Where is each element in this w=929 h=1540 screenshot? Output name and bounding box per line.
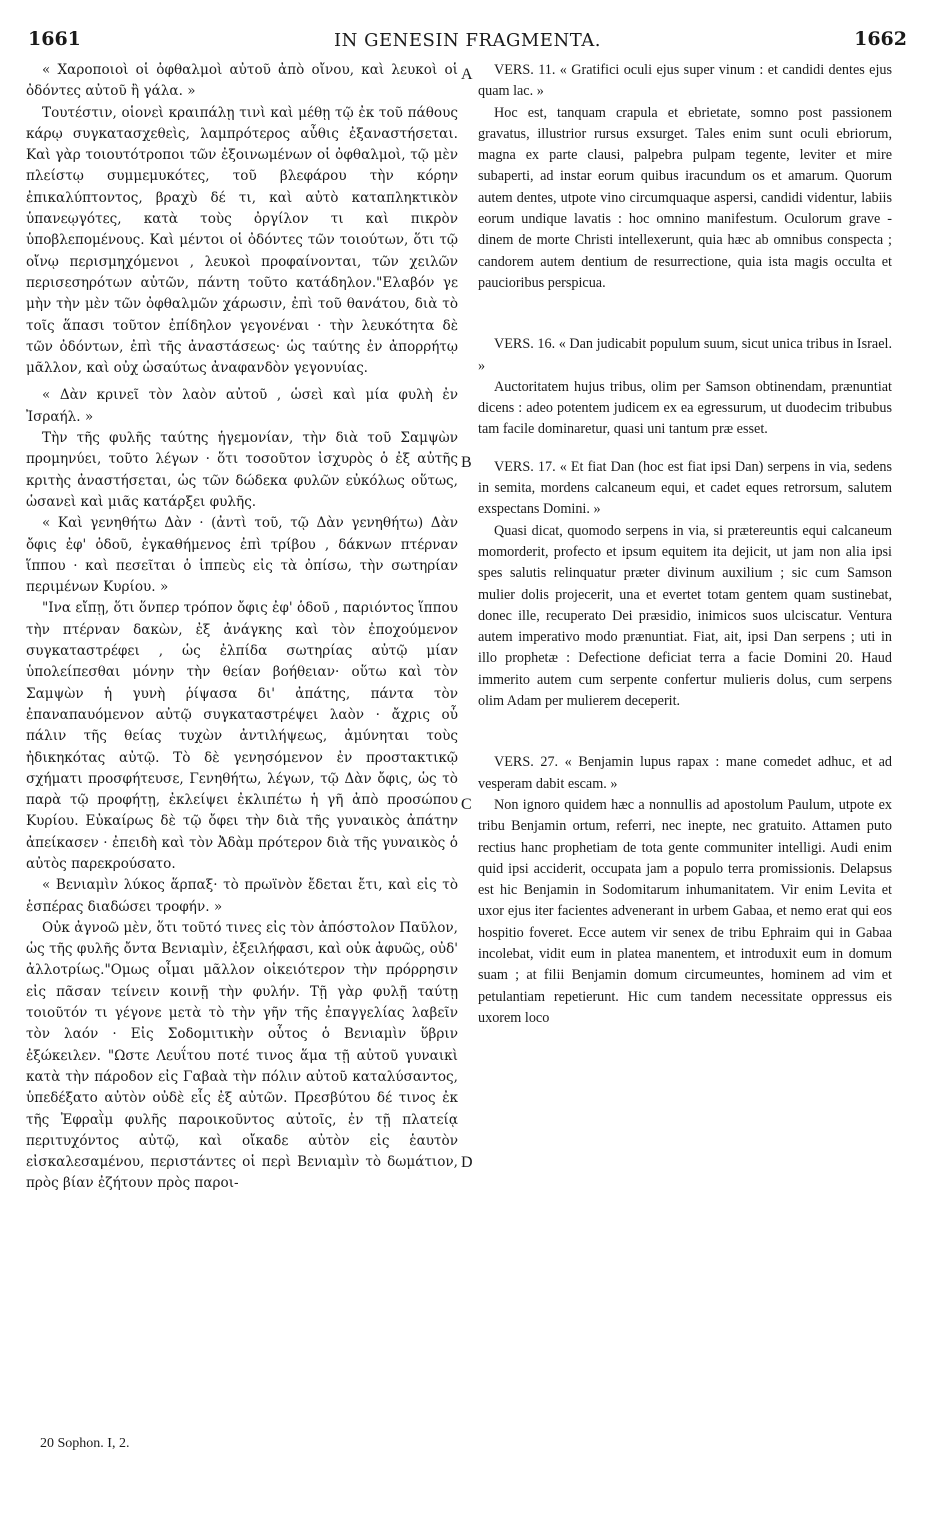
latin-commentary-27: Non ignoro quidem hæc a nonnullis ad apostolum Paulum, utpote ex tribu Benjamin ortum, referri, nec inepte, nec gratuito. Attamen puto rectius hanc prophetiam de tota gente communiter intelligi. Audi enim quid ipsi acciderit, occupata jam a populo terra promissionis. Delapsus est hic Benjamin in Sodomitarum inhumanitatem. Vir enim Levita et uxor ejus iter facientes advenerant in urbem Gabaa, et nemo erat qui eos hospitio foveret. Ecce autem vir senex de tribu Ephraim qui in Gabaa incolebat, vidit eum in platea manentem, et introduxit eum in domum suam ; at filii Benjamin domum circumeuntes, hominem ad vim et petulantiam repetierunt. Hic cum tandem necessitate oppressus eis uxorem loco	[478, 796, 892, 1026]
greek-verse-11: « Χαροποιοὶ οἱ ὀφθαλμοὶ αὐτοῦ ἀπὸ οἴνου, καὶ λευκοὶ οἱ ὀδόντες αὐτοῦ ἢ γάλα. »	[26, 62, 458, 100]
section-marker-d: D	[461, 1154, 473, 1171]
latin-verse-17: VERS. 17. « Et fiat Dan (hoc est fiat ipsi Dan) serpens in via, sedens in semita, mordens calcaneum equi, et cadet eques retrorsum, salutem exspectans Domini. »	[478, 458, 892, 518]
latin-verse-11: VERS. 11. « Gratifici oculi ejus super vinum : et candidi dentes ejus quam lac. »	[478, 62, 892, 100]
latin-column	[478, 60, 892, 1466]
right-page-number: 1662	[854, 28, 907, 50]
greek-verse-16: « Δὰν κρινεῖ τὸν λαὸν αὐτοῦ , ὡσεὶ καὶ μία φυλὴ ἐν Ἰσραήλ. »	[26, 387, 458, 425]
running-title: IN GENESIN FRAGMENTA.	[334, 30, 601, 51]
section-marker-b: B	[461, 454, 472, 471]
latin-commentary-17: Quasi dicat, quomodo serpens in via, si prætereuntis equi calcaneum momorderit, profecto et ipsum equitem ita dejicit, ut jam non alia ipsi spes salutis relinquatur præter divinum auxilium ; sic cum Samson mulier dolis projecerit, una et evertet totam gentem quam sustinebat, donec ille, recuperato Dei præsidio, inimicos suos ulciscatur. Ventura autem imperativo modo prænuntiat. Fiat, ait, ipsi Dan serpens ; uti in illo prophetæ : Defectione deficiat terra a facie Domini 20. Haud immerito autem cum serpente confertur mulieris dolus, cum serpens olim Adam per mulierem deceperit.	[478, 522, 892, 710]
greek-verse-17: « Καὶ γενηθήτω Δὰν · (ἀντὶ τοῦ, τῷ Δὰν γενηθήτω) Δὰν ὄφις ἐφ' ὁδοῦ, ἐγκαθήμενος ἐπὶ τρίβου , δάκνων πτέρναν ἵππου · καὶ πεσεῖται ὁ ἱππεὺς εἰς τὰ ὀπίσω, τὴν σωτηρίαν περιμένων Κυρίου. »	[26, 515, 458, 596]
greek-commentary-27: Οὐκ ἀγνοῶ μὲν, ὅτι τοῦτό τινες εἰς τὸν ἀπόστολον Παῦλον, ὡς τῆς φυλῆς ὄντα Βενιαμὶν, ἐξειλήφασι, καὶ οὐκ ἀφυῶς, οὐδ' ἀλλοτρίως."Ομως οἶμαι μᾶλλον οἰκειότερον τὴν πρόρρησιν εἰς πᾶσαν τείνειν κοινῇ τὴν φυλήν. Τῇ γὰρ φυλῇ ταύτῃ τοιοῦτόν τι γέγονε μετὰ τὸ τὴν γῆν τῆς ἐπαγγελίας λαβεῖν τὸν λαόν · Εἰς Σοδομιτικὴν οὗτος ὁ Βενιαμὶν ὕβριν ἐξώκειλεν. "Ωστε Λευΐτου ποτέ τινος ἅμα τῇ αὐτοῦ γυναικὶ κατὰ τὴν πάροδον εἰς Γαβαὰ τὴν πόλιν αὐτοῦ καταλύσαντος, ὑπεδέξατο αὐτὸν οὐδὲ εἷς ἐξ αὐτῶν. Πρεσβύτου δέ τινος ἐκ τῆς Ἐφραῒμ φυλῆς παροικοῦντος αὐτοῖς, ἐν τῇ πλατείᾳ περιτυχόντος αὐτῷ, καὶ οἴκαδε αὐτὸν εἰς ἑαυτὸν εἰσκαλεσαμένου, περιστάντες οἱ περὶ Βενιαμὶν τὸ δωμάτιον, πρὸς βίαν ἐζήτουν πρὸς παροι-	[26, 919, 458, 1192]
left-page-number: 1661	[28, 28, 81, 50]
section-marker-a: A	[461, 66, 473, 83]
greek-verse-27: « Βενιαμὶν λύκος ἅρπαξ· τὸ πρωϊνὸν ἔδεται ἔτι, καὶ εἰς τὸ ἑσπέρας διαδώσει τροφήν. »	[26, 877, 458, 915]
latin-commentary-11: Hoc est, tanquam crapula et ebrietate, somno post passionem gravatus, illustrior rursus exsurget. Tales enim sunt oculi ebriorum, magna ex parte clausi, palpebra pulpam tegente, leviter et mire subaperti, ad instar eorum quibus iracundum os et amarum. Quorum autem dentes, utpote vino circumquaque aspersi, candidi videntur, labiis eorum undique lavatis : hoc omnino manifestum. Oculorum grave - dinem de morte Christi intellexerunt, quia hæc ab omnibus conspecta ; candorem autem dentium de resurrectione, quia ista magis occulta et paucioribus perspicua.	[478, 104, 892, 291]
greek-commentary-16: Τὴν τῆς φυλῆς ταύτης ἡγεμονίαν, τὴν διὰ τοῦ Σαμψὼν προμηνύει, τοῦτο λέγων · ὅτι τοσοῦτον ἰσχυρὸς ὁ ἐξ αὐτῆς κριτὴς ἀναστήσεται, ὡς τῶν δώδεκα φυλῶν εὐκόλως οὕτως, ὡσανεὶ καὶ μιᾶς κατάρξει φυλῆς.	[26, 430, 458, 510]
latin-verse-16: VERS. 16. « Dan judicabit populum suum, sicut unica tribus in Israel. »	[478, 336, 892, 374]
footnote: 20 Sophon. I, 2.	[40, 1436, 130, 1451]
latin-verse-27: VERS. 27. « Benjamin lupus rapax : mane comedet adhuc, et ad vesperam dabit escam. »	[478, 754, 892, 792]
greek-commentary-17: "Ινα εἴπῃ, ὅτι ὅνπερ τρόπον ὄφις ἐφ' ὁδοῦ , παριόντος ἵππου τὴν πτέρναν δακὼν, ἐξ ἀνάγκης καὶ τὸν ἐποχούμενον συγκαταστρέφει , ὡς ἐλπίδα σωτηρίας αὐτῷ μίαν ὑπολείπεσθαι μόνην τὴν θείαν βοήθειαν· οὕτω καὶ τὸν Σαμψὼν ἡ γυνὴ ῥίψασα δι' ἀπάτης, πάντα τὸν ἐπαναπαυόμενον αὐτῷ συγκαταστρέψει λαὸν · ἄχρις οὗ πάλιν τῆς θείας τυχὼν ἀντιλήψεως, ἀμύνηται τοὺς ἠδικηκότας αὐτῷ. Τὸ δὲ γενησόμενον ἐν προστακτικῷ σχήματι προσφήτευσε, Γενηθήτω, λέγων, τῷ Δὰν ὄφις, ὡς τὸ παρὰ τῷ προφήτῃ, ἐκλείψει ἐκλιπέτω ἡ γῆ ἀπὸ προσώπου Κυρίου. Εὐκαίρως δὲ τῷ ὄφει τὴν διὰ τῆς γυναικὸς ἀπάτην ἀπείκασεν · ἐπειδὴ καὶ τὸν Ἀδὰμ πρότερον διὰ τῆς γυναικὸς ὁ αὐτὸς παρεκρούσατο.	[26, 600, 458, 872]
latin-commentary-16: Auctoritatem hujus tribus, olim per Samson obtinendam, prænuntiat dicens : adeo potentem judicem ex ea egressurum, ut duodecim tribubus tam facile dominaretur, quasi uni tantum præ esset.	[478, 378, 892, 438]
section-markers	[459, 0, 479, 1540]
section-marker-c: C	[461, 796, 472, 813]
greek-column	[26, 60, 458, 1466]
greek-commentary-11: Τουτέστιν, οἱονεὶ κραιπάλῃ τινὶ καὶ μέθῃ τῷ ἐκ τοῦ πάθους κάρῳ συγκατασχεθεὶς, λαμπρότερος αὖθις ἐξαναστήσεται. Καὶ γὰρ τοιουτότροποι τῶν ἐξοινωμένων οἱ ὀφθαλμοὶ, τῷ μὲν πλείστῳ συμμεμυκότες, τοῦ βλεφάρου τὴν κόρην ἐπικαλύπτοντος, βραχὺ δέ τι, καὶ αὐτὸ καταπληκτικὸν ὑπανεῳγότες, κατὰ τοὺς ὀργίλον τι καὶ πικρὸν ὑποβλεπομένους. Καὶ μέντοι οἱ ὀδόντες τῶν τοιούτων, ὅτι τῷ οἴνῳ περισμηχόμενοι , λευκοὶ προφαίνονται, τῶν χειλῶν περισεσηρότων αὐτῶν, πάντη τοῦτο κατάδηλον."Ελαβόν γε μὴν τὴν μὲν τῶν ὀφθαλμῶν χάρωσιν, ἐπὶ τοῦ θανάτου, διὰ τὸ τοῖς ἅπασι τοῦτον ἐπίδηλον γεγονέναι · τὴν λευκότητα δὲ τῶν ὀδόντων, ἐπὶ τῆς ἀναστάσεως· ὡς ταύτης ἐν ἀπορρήτῳ μᾶλλον, καὶ οὐχ ὡσαύτως ἀναφανδὸν γεγονυίας.	[26, 104, 458, 377]
